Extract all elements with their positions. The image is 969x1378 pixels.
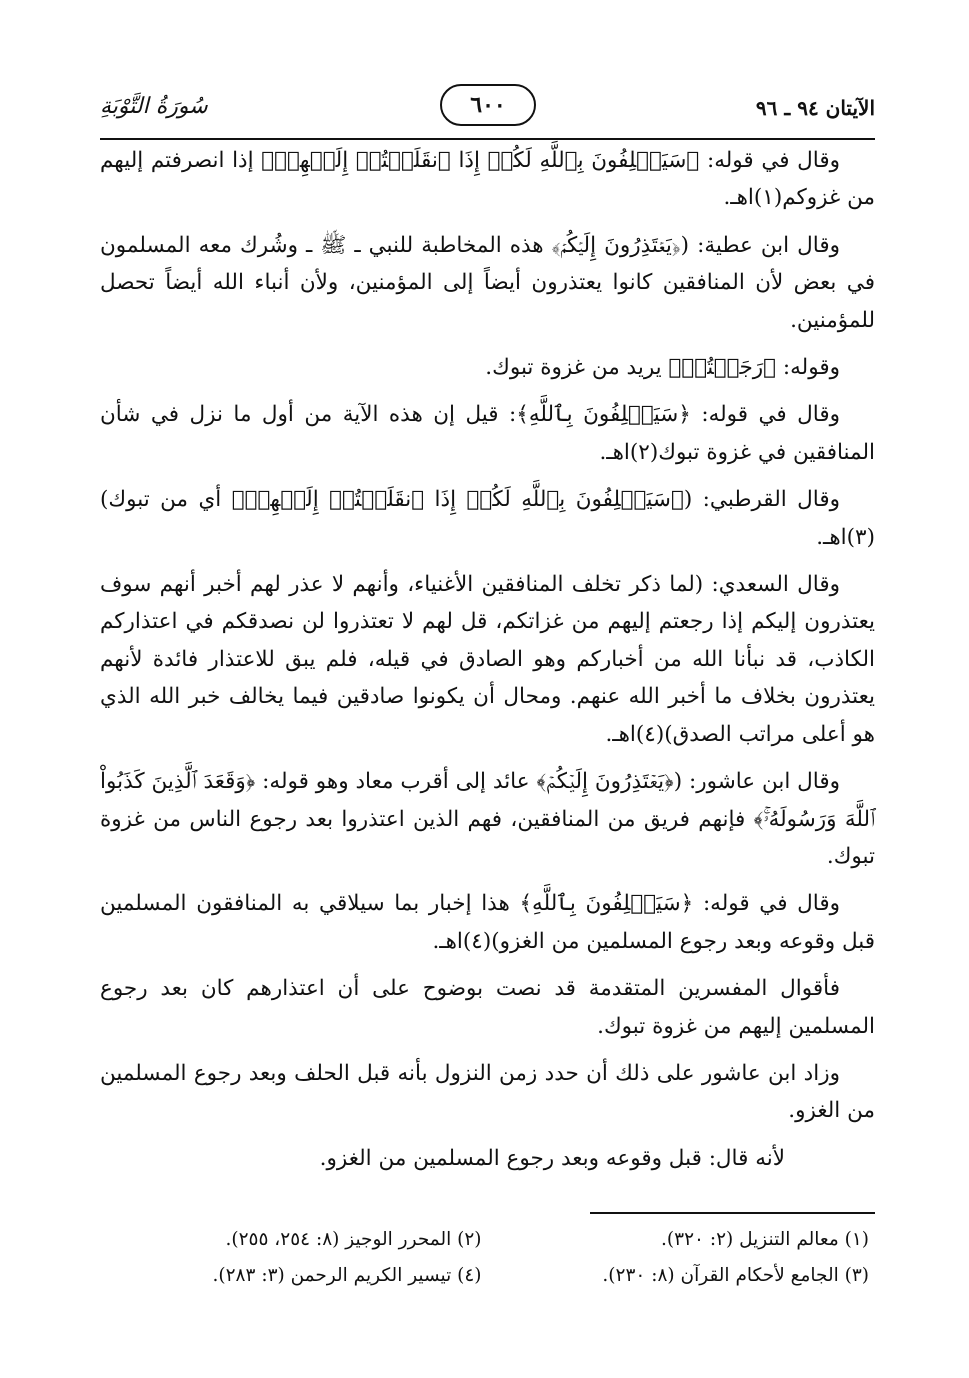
footnote-4: (٤) تيسير الكريم الرحمن (٣: ٢٨٣). bbox=[212, 1265, 482, 1286]
ayat-range: الآيتان ٩٤ ـ ٩٦ bbox=[755, 96, 875, 120]
footnote-1: (١) معالم التنزيل (٢: ٣٢٠). bbox=[661, 1229, 869, 1250]
paragraph: وزاد ابن عاشور على ذلك أن حدد زمن النزول بأنه قبل الحلف وبعد رجوع المسلمين من الغزو. bbox=[100, 1060, 875, 1124]
footnote-row bbox=[100, 1222, 875, 1258]
body-text bbox=[100, 142, 875, 1187]
page-number: ٦٠٠ bbox=[440, 84, 536, 126]
paragraph: فأقوال المفسرين المتقدمة قد نصت بوضوح على أن اعتذارهم كان بعد رجوع المسلمين إليهم من غزوة تبوك. bbox=[100, 976, 875, 1039]
surah-name: سُورَةُ التَّوْبَةِ bbox=[100, 94, 208, 119]
footnote-3: (٣) الجامع لأحكام القرآن (٨: ٢٣٠). bbox=[602, 1265, 869, 1286]
paragraph: وقال في قوله: ﴿سَيَحۡلِفُونَ بِٱللَّهِ﴾: قيل إن هذه الآية من أول ما نزل في شأن المنافقين في غزوة تبوك(٢)اهـ. bbox=[100, 402, 875, 465]
footnotes bbox=[100, 1222, 875, 1294]
paragraph: وقال القرطبي: (﴿سَيَحۡلِفُونَ بِٱللَّهِ لَكُمۡ إِذَا ٱنقَلَبۡتُمۡ إِلَيۡهِمۡ﴾ أي من تبوك)(٣)اهـ. bbox=[100, 487, 875, 550]
paragraph: وقال ابن عطية: (﴿يَعۡتَذِرُونَ إِلَيۡكُمۡ﴾ هذه المخاطبة للنبي ـ ﷺ ـ وشُرك معه المسلمون في بعض لأن المنافقين كانوا يعتذرون أيضاً إلى المؤمنين، ولأن أنباء الله أيضاً تحصل للمؤمنين. bbox=[100, 232, 875, 333]
paragraph: وقال في قوله: ﴿سَيَحۡلِفُونَ بِٱللَّهِ لَكُمۡ إِذَا ٱنقَلَبۡتُمۡ إِلَيۡهِمۡ﴾ إذا انصرفتم إليهم من غزوكم(١)اهـ. bbox=[100, 148, 875, 211]
paragraph: وقال السعدي: (لما ذكر تخلف المنافقين الأغنياء، وأنهم لا عذر لهم أخبر أنهم سوف يعتذرون إليكم إذا رجعتم إليهم من غزاتكم، قل لهم لا تعتذروا لن نصدقكم في اعتذاركم الكاذب، قد نبأنا الله من أخباركم وهو الصادق في قيله، فلم يبق للاعتذار فائدة لأنهم يعتذرون بخلاف ما أخبر الله عنهم. ومحال أن يكونوا صادقين فيما يخالف خبر الله الذي هو أعلى مراتب الصدق)(٤)اهـ. bbox=[100, 572, 875, 747]
paragraph: لأنه قال: قبل وقوعه وبعد رجوع المسلمين من الغزو. bbox=[319, 1145, 785, 1171]
page-header bbox=[100, 82, 875, 132]
paragraph: وقال في قوله: ﴿سَيَحۡلِفُونَ بِٱللَّهِ﴾ هذا إخبار بما سيلاقي به المنافقون المسلمين قبل وقوعه وبعد رجوع المسلمين من الغزو)(٤)اهـ. bbox=[100, 891, 875, 954]
footnote-divider bbox=[590, 1212, 875, 1214]
paragraph: وقال ابن عاشور: (﴿يَعۡتَذِرُونَ إِلَيۡكُمۡ﴾ عائد إلى أقرب معاد وهو قوله: ﴿وَقَعَدَ ٱلَّذِينَ كَذَبُواْ ٱللَّهَ وَرَسُولَهُۥۚ﴾ فإنهم فريق من المنافقين، فهم الذين اعتذروا بعد رجوع الناس من غزوة تبوك. bbox=[100, 769, 875, 869]
header-divider bbox=[100, 138, 875, 140]
footnote-row bbox=[100, 1258, 875, 1294]
footnote-2: (٢) المحرر الوجيز (٨: ٢٥٤، ٢٥٥). bbox=[225, 1229, 482, 1250]
paragraph: وقوله: ﴿رَجَعۡتُمۡ﴾ يريد من غزوة تبوك. bbox=[485, 355, 840, 381]
